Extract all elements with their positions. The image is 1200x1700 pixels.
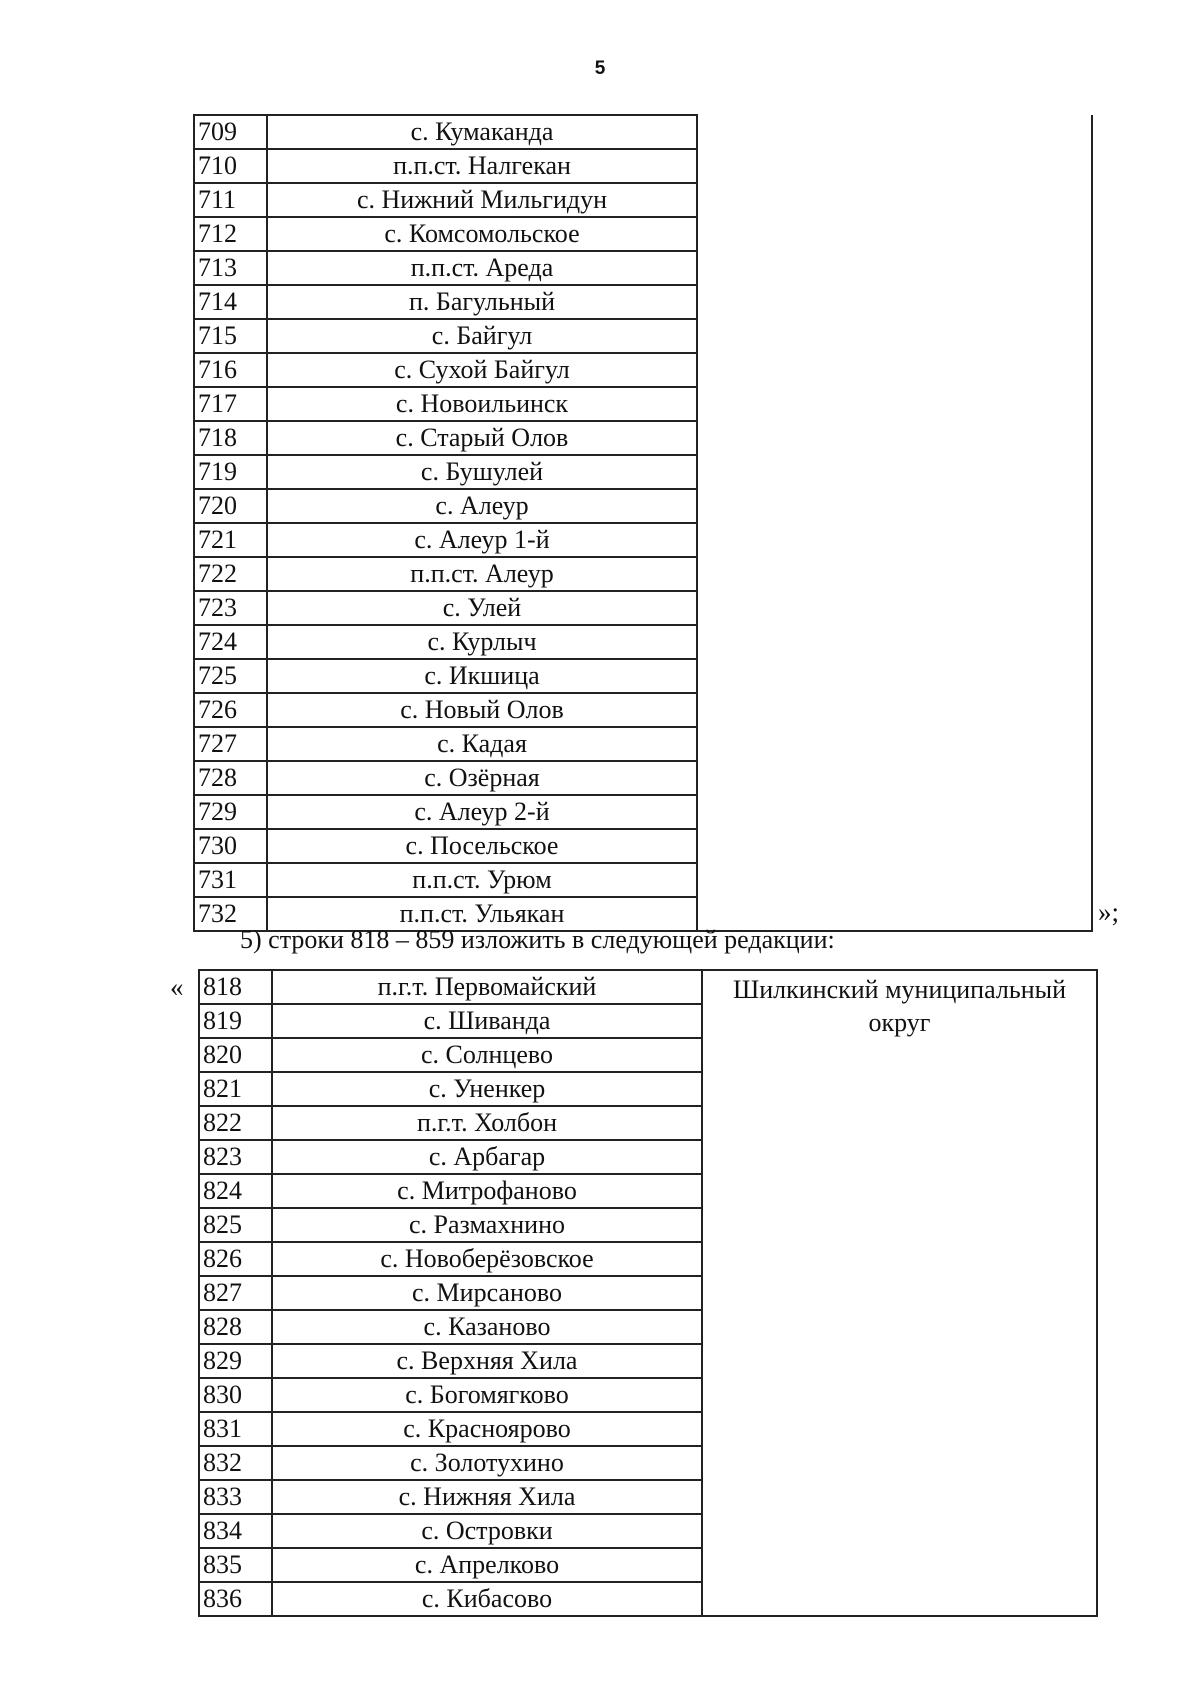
row-number: 709 [194,115,267,149]
settlement-name: с. Новоберёзовское [272,1242,702,1276]
row-number: 724 [194,625,267,659]
row-number: 827 [199,1276,272,1310]
settlement-name: п.г.т. Холбон [272,1106,702,1140]
settlement-name: п.п.ст. Алеур [267,557,697,591]
settlement-name: п.п.ст. Урюм [267,863,697,897]
table-row [194,115,1092,149]
settlement-name: с. Размахнино [272,1208,702,1242]
closing-quote: »; [1098,897,1120,927]
settlement-name: с. Улей [267,591,697,625]
row-number: 728 [194,761,267,795]
row-number: 826 [199,1242,272,1276]
settlement-name: с. Казаново [272,1310,702,1344]
settlement-name: с. Байгул [267,319,697,353]
settlement-name: п. Багульный [267,285,697,319]
settlement-name: с. Красноярово [272,1412,702,1446]
settlement-name: с. Островки [272,1514,702,1548]
settlement-name: п.п.ст. Ареда [267,251,697,285]
row-number: 819 [199,1004,272,1038]
row-number: 828 [199,1310,272,1344]
row-number: 710 [194,149,267,183]
settlement-name: п.п.ст. Налгекан [267,149,697,183]
settlement-name: с. Уненкер [272,1072,702,1106]
settlement-name: с. Икшица [267,659,697,693]
settlement-name: с. Озёрная [267,761,697,795]
row-number: 834 [199,1514,272,1548]
settlement-name: с. Шиванда [272,1004,702,1038]
settlement-name: с. Кибасово [272,1582,702,1616]
settlement-name: с. Нижний Мильгидун [267,183,697,217]
row-number: 835 [199,1548,272,1582]
row-number: 727 [194,727,267,761]
row-number: 836 [199,1582,272,1616]
row-number: 820 [199,1038,272,1072]
row-number: 714 [194,285,267,319]
row-number: 711 [194,183,267,217]
settlement-name: с. Курлыч [267,625,697,659]
row-number: 726 [194,693,267,727]
row-number: 719 [194,455,267,489]
settlement-name: с. Новый Олов [267,693,697,727]
settlement-name: с. Арбагар [272,1140,702,1174]
settlements-table-part2 [198,969,1098,1617]
row-number: 831 [199,1412,272,1446]
settlement-name: с. Мирсаново [272,1276,702,1310]
row-number: 823 [199,1140,272,1174]
row-number: 712 [194,217,267,251]
row-number: 731 [194,863,267,897]
row-number: 729 [194,795,267,829]
settlement-name: с. Апрелково [272,1548,702,1582]
table-body [194,115,1092,931]
row-number: 832 [199,1446,272,1480]
settlement-name: с. Верхняя Хила [272,1344,702,1378]
row-number: 821 [199,1072,272,1106]
row-number: 723 [194,591,267,625]
settlement-name: с. Богомягково [272,1378,702,1412]
settlement-name: с. Новоильинск [267,387,697,421]
row-number: 725 [194,659,267,693]
settlement-name: с. Золотухино [272,1446,702,1480]
settlement-name: с. Солнцево [272,1038,702,1072]
settlement-name: п.п.ст. Ульякан [267,897,697,931]
settlement-name: с. Бушулей [267,455,697,489]
amendment-instruction: 5) строки 818 – 859 изложить в следующей редакции: [240,925,835,954]
settlement-name: с. Сухой Байгул [267,353,697,387]
municipal-district: Шилкинский муниципальный округ [702,970,1097,1616]
table-row [199,970,1097,1004]
row-number: 720 [194,489,267,523]
settlement-name: с. Старый Олов [267,421,697,455]
row-number: 830 [199,1378,272,1412]
opening-quote: « [170,972,184,1002]
row-number: 716 [194,353,267,387]
settlement-name: с. Алеур 1-й [267,523,697,557]
row-number: 722 [194,557,267,591]
row-number: 833 [199,1480,272,1514]
row-number: 732 [194,897,267,931]
row-number: 824 [199,1174,272,1208]
page-number: 5 [594,58,606,79]
settlements-table-part1 [193,114,1093,932]
row-number: 721 [194,523,267,557]
row-number: 718 [194,421,267,455]
settlement-name: с. Алеур [267,489,697,523]
row-number: 822 [199,1106,272,1140]
row-number: 713 [194,251,267,285]
settlement-name: с. Алеур 2-й [267,795,697,829]
settlement-name: п.г.т. Первомайский [272,970,702,1004]
settlement-name: с. Посельское [267,829,697,863]
settlement-name: с. Кумаканда [267,115,697,149]
municipal-district [697,115,1092,931]
table-body [199,970,1097,1616]
row-number: 717 [194,387,267,421]
row-number: 715 [194,319,267,353]
settlement-name: с. Митрофаново [272,1174,702,1208]
row-number: 818 [199,970,272,1004]
settlement-name: с. Комсомольское [267,217,697,251]
row-number: 730 [194,829,267,863]
row-number: 829 [199,1344,272,1378]
row-number: 825 [199,1208,272,1242]
settlement-name: с. Кадая [267,727,697,761]
settlement-name: с. Нижняя Хила [272,1480,702,1514]
